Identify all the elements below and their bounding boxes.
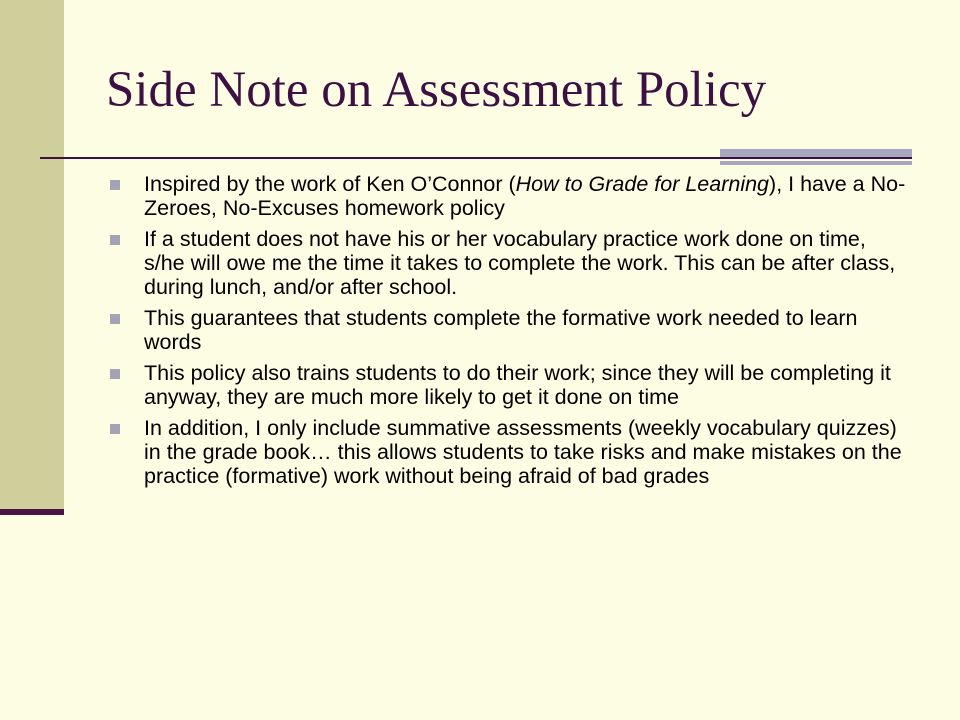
bullet-text: This policy also trains students to do their work; since they will be completing it anyway, they are much more likely to get it done on time (144, 361, 891, 409)
bullet-item (106, 416, 906, 488)
bullet-list (106, 172, 906, 495)
title-accent-bar (720, 149, 912, 157)
square-bullet-icon (110, 314, 120, 324)
bullet-text: If a student does not have his or her vocabulary practice work done on time, s/he will owe me the time it takes to complete the work. This can be after class, during lunch, and/or after school. (144, 227, 896, 299)
bullet-text-pre: Inspired by the work of Ken O’Connor ( (144, 172, 516, 196)
bullet-text: This guarantees that students complete the formative work needed to learn words (144, 306, 858, 354)
bullet-item (106, 172, 906, 220)
square-bullet-icon (110, 235, 120, 245)
bullet-item (106, 227, 906, 299)
square-bullet-icon (110, 180, 120, 190)
square-bullet-icon (110, 424, 120, 434)
slide-title: Side Note on Assessment Policy (106, 62, 767, 118)
bullet-item (106, 306, 906, 354)
title-divider (40, 157, 912, 159)
bullet-text-post: ), I have a No-Zeroes, No-Excuses homework policy (144, 172, 906, 220)
square-bullet-icon (110, 369, 120, 379)
book-title: How to Grade for Learning (515, 172, 770, 196)
bullet-text: In addition, I only include summative assessments (weekly vocabulary quizzes) in the grade book… this allows students to take risks and make mistakes on the practice (formative) work without being afraid of bad grades (144, 416, 902, 488)
left-band-underline (0, 509, 64, 515)
bullet-item (106, 361, 906, 409)
left-decorative-band (0, 0, 64, 512)
title-accent-bar-lower (720, 161, 912, 165)
